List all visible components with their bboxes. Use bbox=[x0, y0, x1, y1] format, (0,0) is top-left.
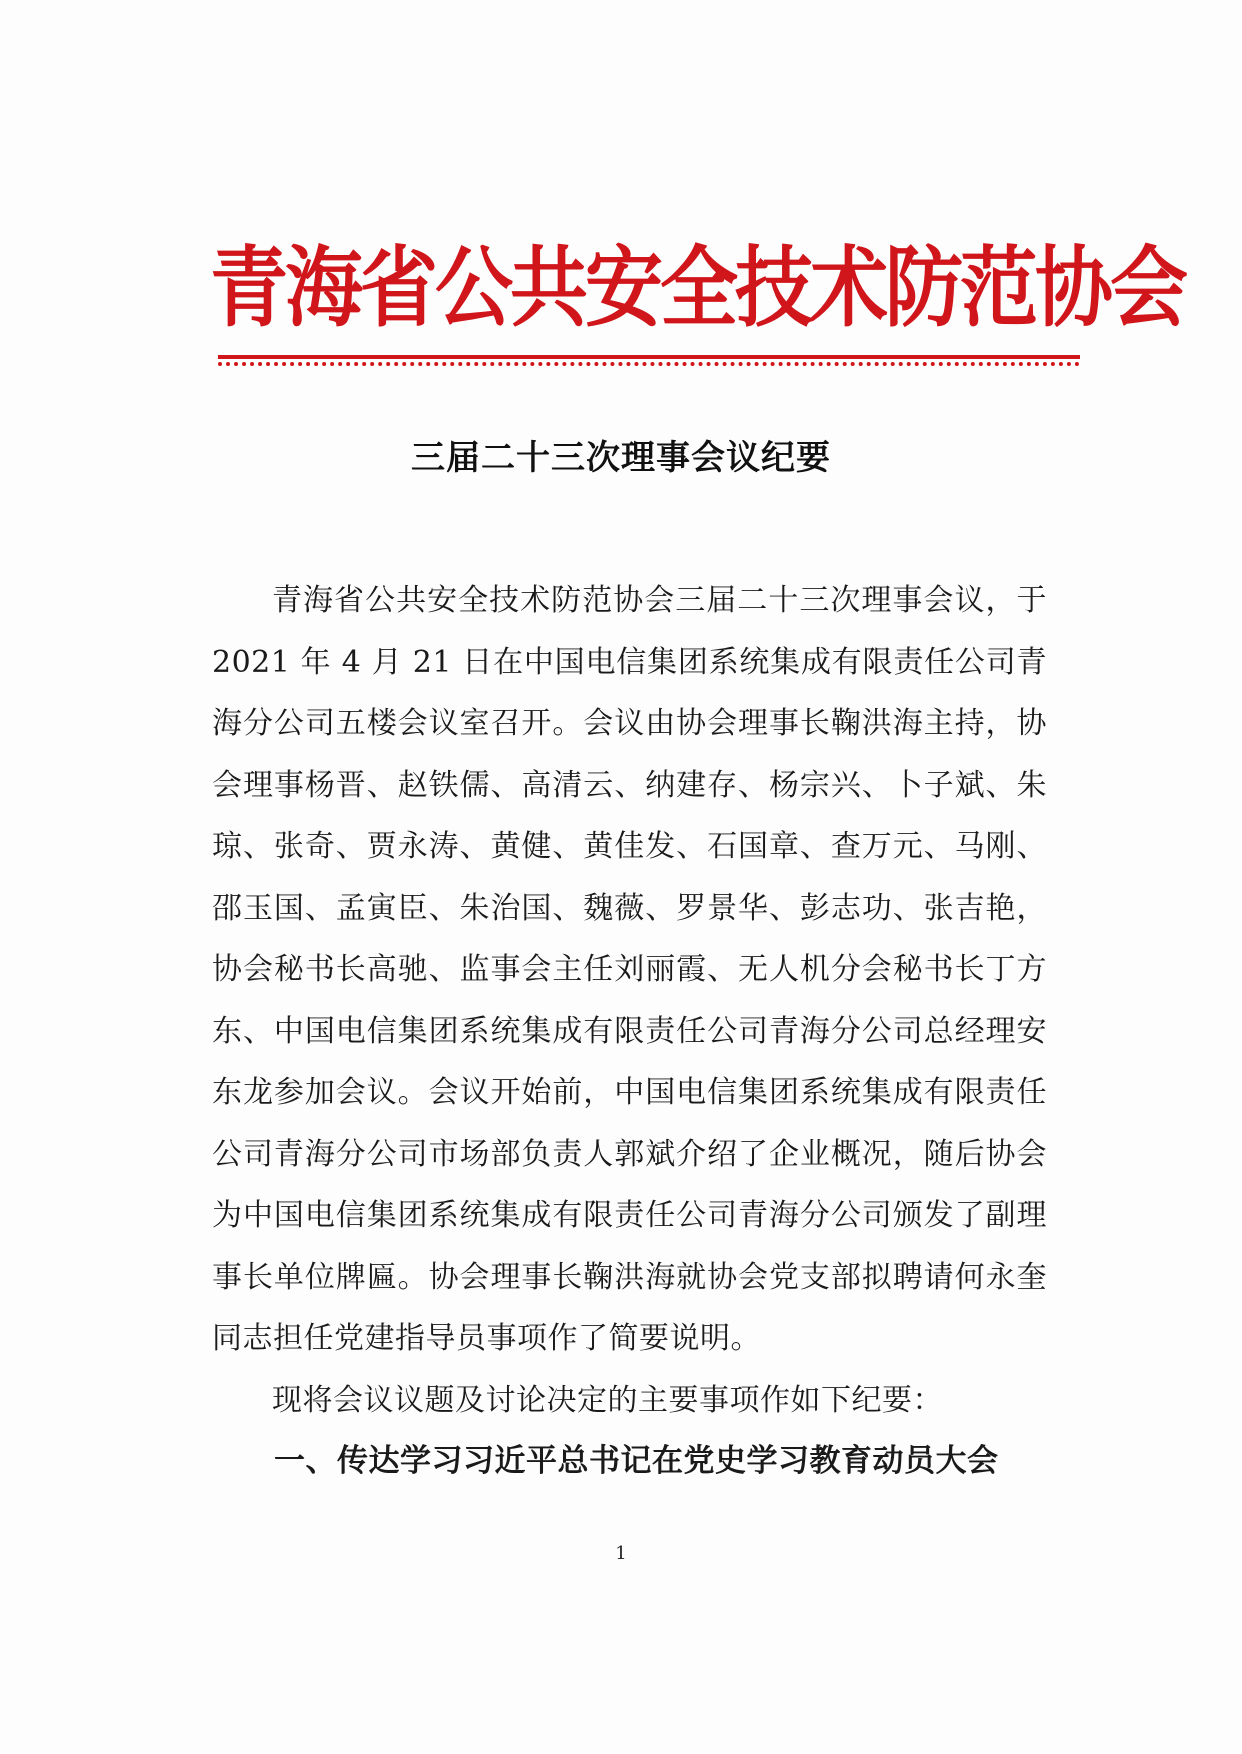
letterhead-red-divider bbox=[218, 355, 1080, 366]
body-paragraph-summary-lead: 现将会议议题及讨论决定的主要事项作如下纪要： bbox=[272, 1382, 943, 1418]
body-paragraph-intro: 青海省公共安全技术防范协会三届二十三次理事会议，于 2021 年 4 月 21 日在中国电信集团系统集成有限责任公司青海分公司五楼会议室召开。会议由协会理事长鞠洪海主持，协会理事杨晋、赵铁儒、高清云、纳建存、杨宗兴、卜子斌、朱琼、张奇、贾永涛、黄健、黄佳发、石国章、查万元、马刚、邵玉国、孟寅臣、朱治国、魏薇、罗景华、彭志功、张吉艳，协会秘书长高驰、监事会主任刘丽霞、无人机分会秘书长丁方东、中国电信集团系统集成有限责任公司青海分公司总经理安东龙参加会议。会议开始前，中国电信集团系统集成有限责任公司青海分公司市场部负责人郭斌介绍了企业概况，随后协会为中国电信集团系统集成有限责任公司青海分公司颁发了副理事长单位牌匾。协会理事长鞠洪海就协会党支部拟聘请何永奎同志担任党建指导员事项作了简要说明。 bbox=[212, 583, 1047, 1356]
divider-dotted-line bbox=[218, 362, 1080, 366]
page-number: 1 bbox=[615, 1543, 627, 1564]
divider-solid-line bbox=[218, 355, 1080, 359]
document-title: 三届二十三次理事会议纪要 bbox=[411, 438, 831, 478]
document-body bbox=[212, 570, 1047, 1493]
section-heading-1: 一、传达学习习近平总书记在党史学习教育动员大会 bbox=[274, 1443, 999, 1479]
organization-letterhead: 青海省公共安全技术防范协会 bbox=[210, 238, 1186, 340]
